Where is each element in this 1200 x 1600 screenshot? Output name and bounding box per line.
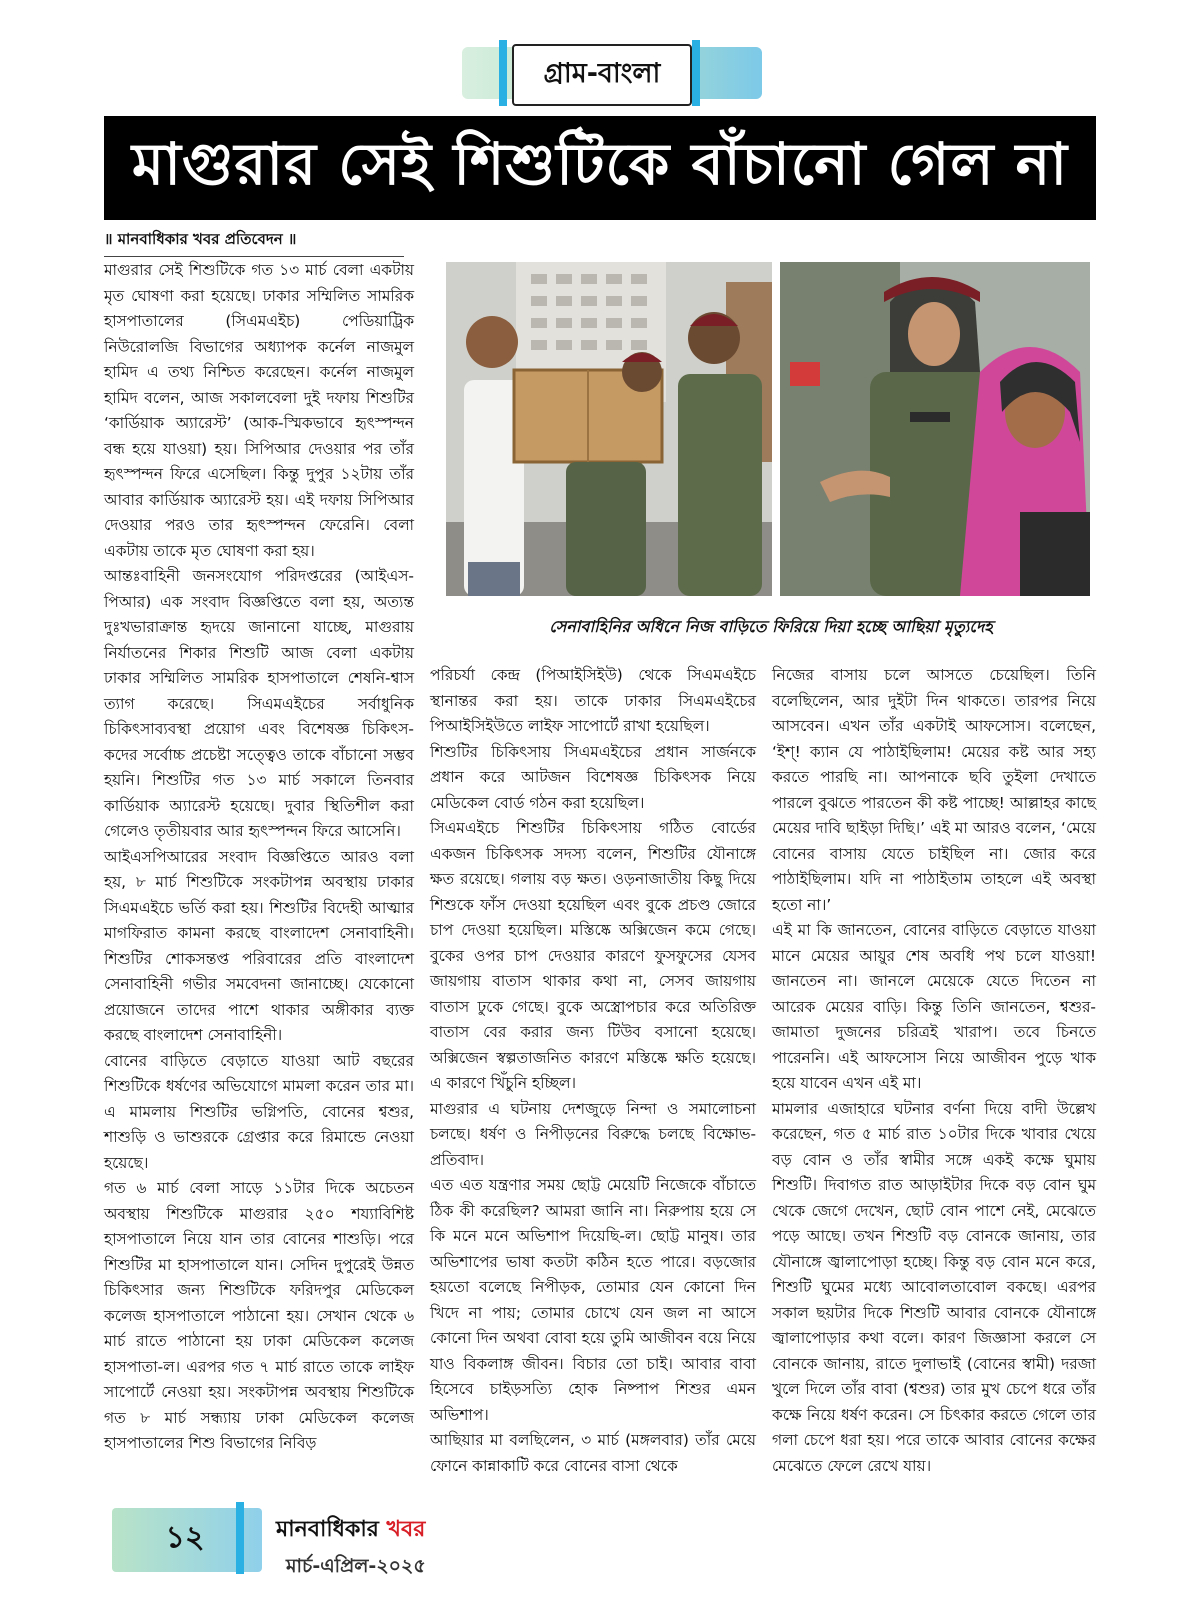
section-label: গ্রাম-বাংলা — [512, 44, 692, 106]
paragraph: মাগুরার এ ঘটনায় দেশজুড়ে নিন্দা ও সমালোচনা চলছে। ধর্ষণ ও নিপীড়নের বিরুদ্ধে চলছে বিক্ষোভ-প্রতিবাদ। — [430, 1099, 756, 1169]
byline-rule — [104, 256, 404, 257]
paragraph: আছিয়ার মা বলছিলেন, ৩ মার্চ (মঙ্গলবার) তাঁর মেয়ে ফোনে কান্নাকাটি করে বোনের বাসা থেকে — [430, 1431, 756, 1475]
news-photo-mother — [780, 262, 1090, 596]
headline-bar — [104, 116, 1096, 220]
paragraph: বোনের বাড়িতে বেড়াতে যাওয়া আট বছরের শিশুটিকে ধর্ষণের অভিযোগে মামলা করেন তার মা। এ মামলায় শিশুটির ভগ্নিপতি, বোনের শ্বশুর, শাশুড়ি ও ভাশুরকে গ্রেপ্তার করে রিমান্ডে নেওয়া হয়েছে। — [104, 1051, 414, 1172]
paragraph: এই মা কি জানতেন, বোনের বাড়িতে বেড়াতে যাওয়া মানে মেয়ের আয়ুর শেষ অবধি পথ চলে যাওয়া! জানতেন না। জানলে মেয়েকে যেতে দিতেন না আরেক মেয়ের বাড়ি। কিন্তু তিনি জানতেন, শ্বশুর-জামাতা দুজনের চরিত্রই খারাপ। তবে চিনতে পারেননি। এই আফসোস নিয়ে আজীবন পুড়ে খাক হয়ে যাবেন এখন এই মা। — [772, 921, 1096, 1092]
paragraph: মাগুরার সেই শিশুটিকে গত ১৩ মার্চ বেলা একটায় মৃত ঘোষণা করা হয়েছে। ঢাকার সম্মিলিত সামরিক হাসপাতালের (সিএমএইচ) পেডিয়াট্রিক নিউরোলজি বিভাগের অধ্যাপক কর্নেল নাজমুল হামিদ এ তথ্য নিশ্চিত করেছেন। কর্নেল নাজমুল হামিদ বলেন, আজ সকালবেলা দুই দফায় শিশুটির ‘কার্ডিয়াক অ্যারেস্ট’ (আক-স্মিকভাবে হৃৎস্পন্দন বন্ধ হয়ে যাওয়া) হয়। সিপিআর দেওয়ার পর তাঁর হৃৎস্পন্দন ফিরে এসেছিল। কিন্তু দুপুর ১২টায় তাঁর আবার কার্ডিয়াক অ্যারেস্ট হয়। এই দফায় সিপিআর দেওয়ার পরও তার হৃৎস্পন্দন ফেরেনি। বেলা একটায় তাকে মৃত ঘোষণা করা হয়। — [104, 261, 414, 560]
section-notch-right — [692, 40, 700, 106]
paragraph: পরিচর্যা কেন্দ্র (পিআইসিইউ) থেকে সিএমএইচে স্থানান্তর করা হয়। তাকে ঢাকার সিএমএইচের পিআইসিইউতে লাইফ সাপোর্টে রাখা হয়েছিল। — [430, 666, 756, 735]
magazine-logo-main: মানবাধিকার — [276, 1516, 379, 1542]
page-number: ১২ — [165, 1519, 205, 1555]
issue-date: মার্চ-এপ্রিল-২০২৫ — [286, 1555, 426, 1577]
paragraph: গত ৬ মার্চ বেলা সাড়ে ১১টার দিকে অচেতন অবস্থায় শিশুটিকে মাগুরার ২৫০ শয্যাবিশিষ্ট হাসপাতালে নিয়ে যান তার বোনের শাশুড়ি। পরে শিশুটির মা হাসপাতালে যান। সেদিন দুপুরেই উন্নত চিকিৎসার জন্য শিশুটিকে ফরিদপুর মেডিকেল কলেজ হাসপাতালে পাঠানো হয়। সেখান থেকে ৬ মার্চ রাতে পাঠানো হয় ঢাকা মেডিকেল কলেজ হাসপাতা-ল। এরপর গত ৭ মার্চ রাতে তাকে লাইফ সাপোর্টে নেওয়া হয়। সংকটাপন্ন অবস্থায় শিশুটিকে গত ৮ মার্চ সন্ধ্যায় ঢাকা মেডিকেল কলেজ হাসপাতালের শিশু বিভাগের নিবিড় — [104, 1179, 414, 1452]
headline: মাগুরার সেই শিশুটিকে বাঁচানো গেল না — [131, 129, 1069, 198]
news-photo-coffin-illustration — [446, 262, 772, 596]
paragraph: মামলার এজাহারে ঘটনার বর্ণনা দিয়ে বাদী উল্লেখ করেছেন, গত ৫ মার্চ রাত ১০টার দিকে খাবার খেয়ে বড় বোন ও তাঁর স্বামীর সঙ্গে একই কক্ষে ঘুমায় শিশুটি। দিবাগত রাত আড়াইটার দিকে বড় বোন ঘুম থেকে জেগে দেখেন, ছোট বোন পাশে নেই, মেঝেতে পড়ে আছে। তখন শিশুটি বড় বোনকে জানায়, তার যৌনাঙ্গে জ্বালাপোড়া হচ্ছে। কিন্তু বড় বোন মনে করে, শিশুটি ঘুমের মধ্যে আবোলতাবোল বকছে। এরপর সকাল ছয়টার দিকে শিশুটি আবার বোনকে যৌনাঙ্গে জ্বালাপোড়ার কথা বলে। কারণ জিজ্ঞাসা করলে সে বোনকে জানায়, রাতে দুলাভাই (বোনের স্বামী) দরজা খুলে দিলে তাঁর বাবা (শ্বশুর) তার মুখ চেপে ধরে তাঁর কক্ষে নিয়ে ধর্ষণ করেন। সে চিৎকার করতে গেলে তার গলা চেপে ধরা হয়। পরে তাকে আবার বোনের কক্ষের মেঝেতে ফেলে রেখে যায়। — [772, 1099, 1096, 1475]
news-photo-mother-illustration — [780, 262, 1090, 596]
section-notch-left — [499, 40, 507, 106]
paragraph: নিজের বাসায় চলে আসতে চেয়েছিল। তিনি বলেছিলেন, আর দুইটা দিন থাকতে। তারপর নিয়ে আসবেন। এখন তাঁর একটাই আফসোস। বলেছেন, ‘ইশ্! ক্যান যে পাঠাইছিলাম! মেয়ের কষ্ট আর সহ্য করতে পারছি না। আপনাকে ছবি তুইলা দেখাতে পারলে বুঝতে পারতেন কী কষ্ট পাচ্ছে! আল্লাহর কাছে মেয়ের দাবি ছাইড়া দিছি।’ এই মা আরও বলেন, ‘মেয়ে বোনের বাসায় যেতে চাইছিল না। জোর করে পাঠাইছিলাম। যদি না পাঠাইতাম তাহলে এই অবস্থা হতো না।’ — [772, 666, 1096, 914]
paragraph: এত এত যন্ত্রণার সময় ছোট্ট মেয়েটি নিজেকে বাঁচাতে ঠিক কী করেছিল? আমরা জানি না। নিরুপায় হয়ে সে কি মনে মনে অভিশাপ দিয়েছি-ল। ছোট্ট মানুষ। তার অভিশাপের ভাষা কতটা কঠিন হতে পারে। বড়জোর হয়তো বলেছে নিপীড়ক, তোমার যেন কোনো দিন খিদে না পায়; তোমার চোখে যেন জল না আসে কোনো দিন অথবা বোবা হয়ে তুমি আজীবন বয়ে নিয়ে যাও বিকলাঙ্গ জীবন। বিচার তো চাই। আবার বাবা হিসেবে চাইড়সত্যি হোক নিষ্পাপ শিশুর এমন অভিশাপ। — [430, 1176, 756, 1424]
paragraph: সিএমএইচে শিশুটির চিকিৎসায় গঠিত বোর্ডের একজন চিকিৎসক সদস্য বলেন, শিশুটির যৌনাঙ্গে ক্ষত রয়েছে। গলায় বড় ক্ষত। ওড়নাজাতীয় কিছু দিয়ে শিশুকে ফাঁস দেওয়া হয়েছিল এবং বুকে প্রচণ্ড জোরে চাপ দেওয়া হয়েছিল। মস্তিষ্কে অক্সিজেন কমে গেছে। বুকের ওপর চাপ দেওয়ার কারণে ফুসফুসের যেসব জায়গায় বাতাস থাকার কথা না, সেসব জায়গায় বাতাস ঢুকে গেছে। বুকে অস্ত্রোপচার করে অতিরিক্ত বাতাস বের করার জন্য টিউব বসানো হয়েছে। অক্সিজেন স্বল্পতাজনিত কারণে মস্তিষ্কে ক্ষতি হয়েছে। এ কারণে খিঁচুনি হচ্ছিল। — [430, 819, 756, 1092]
magazine-logo — [276, 1512, 456, 1544]
news-photo-coffin — [446, 262, 772, 596]
article-column-1 — [104, 258, 414, 1490]
article-column-2 — [430, 663, 756, 1493]
paragraph: আন্তঃবাহিনী জনসংযোগ পরিদপ্তরের (আইএস-পিআর) এক সংবাদ বিজ্ঞপ্তিতে বলা হয়, অত্যন্ত দুঃখভারাক্রান্ত হৃদয়ে জানানো যাচ্ছে, মাগুরায় নির্যাতনের শিকার শিশুটি আজ বেলা একটায় ঢাকার সম্মিলিত সামরিক হাসপাতালে শেষনি-শ্বাস ত্যাগ করেছে। সিএমএইচের সর্বাধুনিক চিকিৎসাব্যবস্থা প্রয়োগ এবং বিশেষজ্ঞ চিকিৎস-কদের সর্বোচ্চ প্রচেষ্টা সত্ত্বেও তাকে বাঁচানো সম্ভব হয়নি। শিশুটির গত ১৩ মার্চ সকালে তিনবার কার্ডিয়াক অ্যারেস্ট হয়েছে। দুবার স্থিতিশীল করা গেলেও তৃতীয়বার আর হৃৎস্পন্দন ফিরে আসেনি। — [104, 567, 414, 840]
photo-caption: সেনাবাহিনির অধিনে নিজ বাড়িতে ফিরিয়ে দিয়া হচ্ছে আছিয়া মৃত্যুদেহ — [549, 617, 993, 636]
paragraph: শিশুটির চিকিৎসায় সিএমএইচের প্রধান সার্জনকে প্রধান করে আটজন বিশেষজ্ঞ চিকিৎসক নিয়ে মেডিকেল বোর্ড গঠন করা হয়েছিল। — [430, 742, 756, 812]
magazine-logo-accent: খবর — [386, 1516, 426, 1542]
paragraph: আইএসপিআরের সংবাদ বিজ্ঞপ্তিতে আরও বলা হয়, ৮ মার্চ শিশুটিকে সংকটাপন্ন অবস্থায় ঢাকার সিএমএইচে ভর্তি করা হয়। শিশুটির বিদেহী আত্মার মাগফিরাত কামনা করছে বাংলাদেশ সেনাবাহিনী। শিশুটির শোকসন্তপ্ত পরিবারের প্রতি বাংলাদেশ সেনাবাহিনী গভীর সমবেদনা জানাচ্ছে। যেকোনো প্রয়োজনে তাদের পাশে থাকার অঙ্গীকার ব্যক্ত করছে বাংলাদেশ সেনাবাহিনী। — [104, 847, 414, 1044]
article-column-3 — [772, 663, 1096, 1493]
footer-notch — [236, 1502, 244, 1574]
byline: ॥ মানবাধিকার খবর প্রতিবেদন ॥ — [104, 230, 297, 248]
